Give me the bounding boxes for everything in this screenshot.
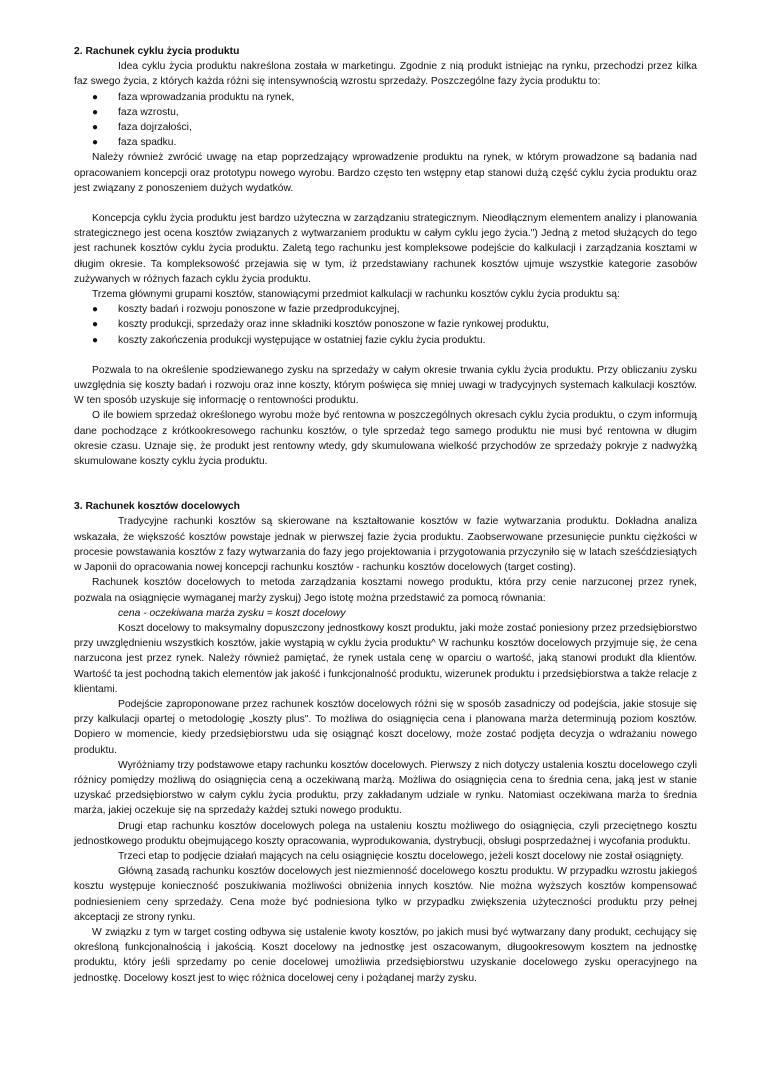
paragraph: Tradycyjne rachunki kosztów są skierowane na kształtowanie kosztów w fazie wytwarzania produktu. Dokładna analiza wskazała, że większość kosztów powstaje jednak w pierwszej fazie życia produktu. Zaobserwowane przesunięcie punktu ciężkości w procesie powstawania kosztów z fazy wytwarzania do fazy jego projektowania i przygotowania przyczyniło się w latach sześćdziesiątych w Japonii do opracowania nowej koncepcji rachunku kosztów - rachunku kosztów docelowych (target costing). [74, 516, 697, 574]
paragraph: Wyróżniamy trzy podstawowe etapy rachunku kosztów docelowych. Pierwszy z nich dotyczy ustalenia kosztu docelowego czyli różnicy pomiędzy możliwą do osiągnięcia ceną a oczekiwaną marżą. Możliwa do osiągnięcia cena to średnia cena, jaką jest w stanie uzyskać przedsiębiorstwo w całym cyklu życia produktu, przy zakładanym udziale w rynku. Natomiast oczekiwana marża to średnia marża, jakiej oczekuje się na sprzedaży każdej sztuki nowego produktu. [74, 759, 697, 817]
section-2-heading: 2. Rachunek cyklu życia produktu [74, 46, 240, 57]
paragraph: Trzema głównymi grupami kosztów, stanowiącymi przedmiot kalkulacji w rachunku kosztów cyklu życia produktu są: [92, 289, 620, 301]
phases-list [74, 90, 697, 151]
bullet-icon: ● [92, 122, 99, 134]
paragraph: Koncepcja cyklu życia produktu jest bardzo użyteczna w zarządzaniu strategicznym. Nieodłącznym elementem analizy i planowania strategicznego jest ocena kosztów związanych z wytwarzaniem produktu w całym cyklu jego życia.") Jedną z metod służących do tego jest rachunek kosztów cyklu życia produktu. Zaletą tego rachunku jest kompleksowe podejście do kalkulacji i zarządzania kosztami w długim okresie. Ta kompleksowość przejawia się w tym, iż przedstawiany rachunek kosztów ujmuje wszystkie kategorie zasobów zużywanych w różnych fazach cyklu życia produktu. [74, 213, 697, 285]
bullet-icon: ● [92, 319, 99, 331]
paragraph: Drugi etap rachunku kosztów docelowych polega na ustaleniu kosztu możliwego do osiągnięcia, czyli przeciętnego kosztu jednostkowego produktu obejmującego koszty opracowania, wyprodukowania, dystrybucji, obsługi posprzedażnej i wycofania produktu. [74, 820, 697, 847]
list-item: ● faza spadku. [74, 135, 697, 150]
paragraph: O ile bowiem sprzedaż określonego wyrobu może być rentowna w poszczególnych okresach cyklu życia produktu, o czym informują dane pochodzące z krótkookresowego rachunku kosztów, o tyle sprzedaż tego samego produktu nie musi być rentowna w długim okresie czasu. Uznaje się, że produkt jest rentowny wtedy, gdy skumulowana wielkość przychodów ze sprzedaży pokryje z nadwyżką skumulowane koszty cyklu życia produktu. [74, 410, 697, 468]
paragraph: Pozwala to na określenie spodziewanego zysku na sprzedaży w całym okresie trwania cyklu życia produktu. Przy obliczaniu zysku uwzględnia się koszty badań i rozwoju oraz inne koszty, którym poświęca się mniej uwagi w tradycyjnych systemach kalkulacji kosztów. W ten sposób uzyskuje się informację o rentowności produktu. [74, 364, 697, 407]
paragraph: Główną zasadą rachunku kosztów docelowych jest niezmienność docelowego kosztu produktu. W przypadku wzrostu jakiegoś kosztu występuje konieczność poszukiwania możliwości obniżenia innych kosztów. Nie można wyższych kosztów kompensować podniesieniem ceny sprzedaży. Cena może być podniesiona tylko w przypadku zwiększenia użyteczności produktu przy pełnej akceptacji ze strony rynku. [74, 866, 697, 923]
section-2-intro: Idea cyklu życia produktu nakreślona została w marketingu. Zgodnie z nią produkt istniejąc na rynku, przechodzi przez kilka faz swego życia, z których każda różni się intensywnością wzrostu sprzedaży. Poszczególne fazy życia produktu to: [74, 61, 697, 88]
list-item: ● koszty zakończenia produkcji występujące w ostatniej fazie cyklu życia produktu. [74, 333, 697, 348]
paragraph: Koszt docelowy to maksymalny dopuszczony jednostkowy koszt produktu, jaki może zostać poniesiony przez przedsiębiorstwo przy uwzględnieniu wszystkich kosztów, jakie wystąpią w cyklu życia produktu^ W rachunku kosztów docelowych przyjmuje się, że cena narzucona jest przez rynek. Należy również pamiętać, że rynek ustala cenę w oparciu o wartość, jaką stanowi produkt dla klientów. Wartość ta jest pochodną takich elementów jak jakość i funkcjonalność produktu, wizerunek produktu i przedsiębiorstwa a także relacje z klientami. [74, 622, 697, 695]
list-item: ● faza dojrzałości, [74, 120, 697, 135]
paragraph: Trzeci etap to podjęcie działań mających na celu osiągnięcie kosztu docelowego, jeżeli koszt docelowy nie został osiągnięty. [118, 850, 684, 862]
paragraph: Podejście zaproponowane przez rachunek kosztów docelowych różni się w sposób zasadniczy od podejścia, jakie stosuje się przy kalkulacji opartej o metodologię „koszty plus". To możliwa do osiągnięcia cena i planowana marża determinują poziom kosztów. Dopiero w momencie, kiedy przedsiębiorstwu uda się osiągnąć koszt docelowy, może zostać podjęta decyzja o wdrażaniu nowego produktu. [74, 698, 697, 756]
bullet-icon: ● [92, 106, 99, 118]
list-item: ● koszty badań i rozwoju ponoszone w fazie przedprodukcyjnej, [74, 302, 697, 317]
list-item: ● faza wzrostu, [74, 105, 697, 120]
list-item: ● faza wprowadzania produktu na rynek, [74, 90, 697, 105]
equation: cena - oczekiwana marża zysku = koszt docelowy [118, 607, 346, 619]
bullet-icon: ● [92, 334, 99, 346]
paragraph: Rachunek kosztów docelowych to metoda zarządzania kosztami nowego produktu, która przy cenie narzuconej przez rynek, pozwala na osiągnięcie wymaganej marży zyskuj) Jego istotę można przedstawić za pomocą równania: [74, 577, 697, 604]
section-3-heading: 3. Rachunek kosztów docelowych [74, 501, 240, 513]
paragraph: W związku z tym w target costing odbywa się ustalenie kwoty kosztów, po jakich musi być wytwarzany dany produkt, cechujący się określoną funkcjonalnością i jakością. Koszt docelowy na jednostkę jest oszacowanym, długookresowym kosztem na jednostkę produktu, który jeśli sprzedamy po cenie docelowej umożliwia przedsiębiorstwu uzyskanie docelowego zysku operacyjnego na jednostkę. Docelowy koszt jest to więc różnica docelowej ceny i pożądanej marży zysku. [74, 926, 697, 984]
document-page [74, 44, 697, 986]
paragraph: Należy również zwrócić uwagę na etap poprzedzający wprowadzenie produktu na rynek, w którym prowadzone są badania nad opracowaniem koncepcji oraz prototypu nowego wyrobu. Bardzo często ten wstępny etap stanowi dużą część cyklu życia produktu oraz jest związany z ponoszeniem dużych wydatków. [74, 152, 697, 194]
bullet-icon: ● [92, 137, 99, 149]
bullet-icon: ● [92, 304, 99, 316]
cost-groups-list [74, 302, 697, 348]
list-item: ● koszty produkcji, sprzedaży oraz inne składniki kosztów ponoszone w fazie rynkowej produktu, [74, 317, 697, 332]
bullet-icon: ● [92, 91, 99, 103]
